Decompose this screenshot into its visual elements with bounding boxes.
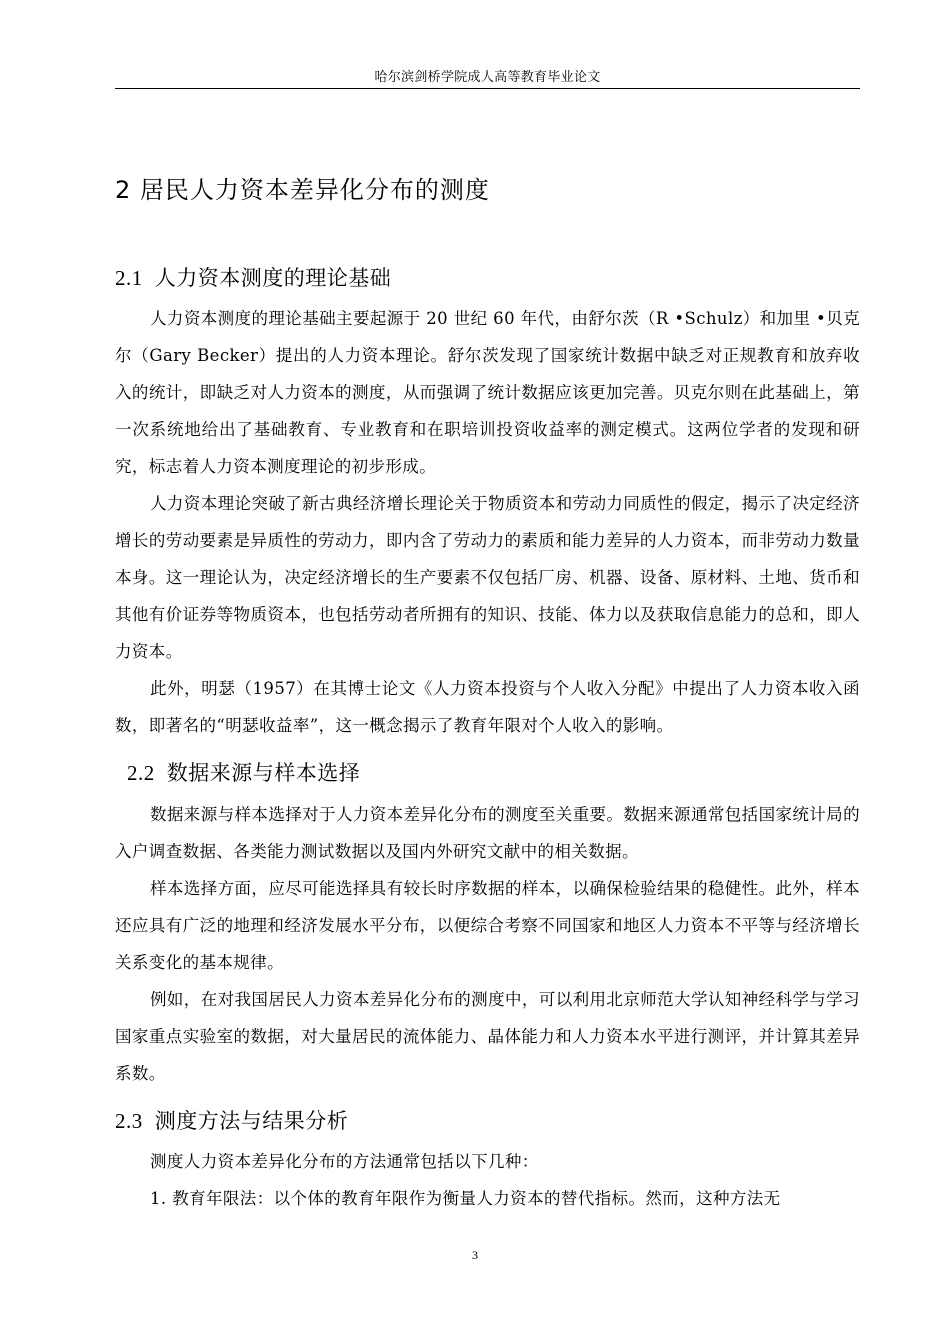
page-number: 3: [472, 1248, 478, 1262]
section-number: 2.2: [127, 761, 155, 785]
section-number: 2.3: [115, 1109, 143, 1133]
paragraph: 数据来源与样本选择对于人力资本差异化分布的测度至关重要。数据来源通常包括国家统计局的入户调查数据、各类能力测试数据以及国内外研究文献中的相关数据。: [115, 805, 860, 861]
list-item: 1. 教育年限法：以个体的教育年限作为衡量人力资本的替代指标。然而，这种方法无: [150, 1189, 781, 1208]
paragraph: 例如，在对我国居民人力资本差异化分布的测度中，可以利用北京师范大学认知神经科学与学习国家重点实验室的数据，对大量居民的流体能力、晶体能力和人力资本水平进行测评，并计算其差异系数。: [115, 990, 860, 1083]
section-heading-2-2: [127, 757, 360, 787]
section-title: 人力资本测度的理论基础: [154, 266, 392, 290]
running-header: 哈尔滨剑桥学院成人高等教育毕业论文: [374, 70, 601, 85]
paragraph: 样本选择方面，应尽可能选择具有较长时序数据的样本，以确保检验结果的稳健性。此外，样本还应具有广泛的地理和经济发展水平分布，以便综合考察不同国家和地区人力资本不平等与经济增长关系变化的基本规律。: [115, 879, 860, 972]
paragraph: 人力资本理论突破了新古典经济增长理论关于物质资本和劳动力同质性的假定，揭示了决定经济增长的劳动要素是异质性的劳动力，即内含了劳动力的素质和能力差异的人力资本，而非劳动力数量本身。这一理论认为，决定经济增长的生产要素不仅包括厂房、机器、设备、原材料、土地、货币和其他有价证券等物质资本，也包括劳动者所拥有的知识、技能、体力以及获取信息能力的总和，即人力资本。: [115, 494, 860, 661]
paragraph: 测度人力资本差异化分布的方法通常包括以下几种：: [150, 1152, 539, 1171]
section-heading-2-3: [115, 1105, 348, 1135]
section-title: 测度方法与结果分析: [154, 1109, 349, 1133]
section-heading-2-1: [115, 262, 391, 292]
paragraph: 此外，明瑟（1957）在其博士论文《人力资本投资与个人收入分配》中提出了人力资本收入函数，即著名的“明瑟收益率”，这一概念揭示了教育年限对个人收入的影响。: [115, 679, 860, 735]
section-title: 数据来源与样本选择: [166, 761, 361, 785]
section-number: 2.1: [115, 266, 143, 290]
header-rule: [115, 88, 860, 89]
paragraph: 人力资本测度的理论基础主要起源于 20 世纪 60 年代，由舒尔茨（R •Schulz）和加里 •贝克尔（Gary Becker）提出的人力资本理论。舒尔茨发现了国家统计数据中缺乏对正规教育和放弃收入的统计，即缺乏对人力资本的测度，从而强调了统计数据应该更加完善。贝克尔则在此基础上，第一次系统地给出了基础教育、专业教育和在职培训投资收益率的测定模式。这两位学者的发现和研究，标志着人力资本测度理论的初步形成。: [115, 309, 860, 476]
chapter-title: 2 居民人力资本差异化分布的测度: [115, 176, 490, 204]
